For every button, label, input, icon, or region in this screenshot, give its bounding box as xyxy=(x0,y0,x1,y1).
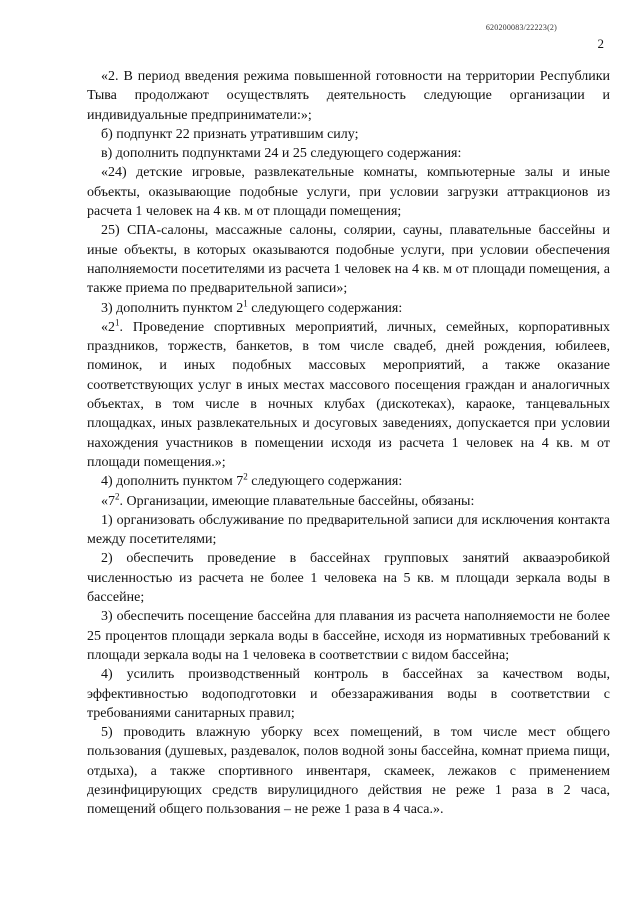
paragraph-subpoint-25: 25) СПА-салоны, массажные салоны, солярии, сауны, плавательные бассейны и иные объекты, в которых оказываются подобные услуги, при условии обеспечения наполняемости посетителями из расчета 1 человек на 4 кв. м от площади помещения, а также приема по предварительной записи»; xyxy=(87,223,610,297)
list-item-1: 1) организовать обслуживание по предварительной записи для исключения контакта между посетителями; xyxy=(87,512,610,548)
paragraph-text: «2 xyxy=(101,319,115,335)
paragraph-text: 4) дополнить пунктом 7 xyxy=(101,474,244,490)
list-item-2: 2) обеспечить проведение в бассейнах групповых занятий аквааэробикой численностью из расчета не более 1 человека на 5 кв. м площади зеркала воды в бассейне; xyxy=(87,551,610,606)
superscript-index: 1 xyxy=(243,297,248,308)
paragraph-point-4 xyxy=(87,472,610,491)
document-body xyxy=(87,67,610,820)
page-number: 2 xyxy=(597,36,604,51)
paragraph-subpoint-v: в) дополнить подпунктами 24 и 25 следующего содержания: xyxy=(101,146,462,162)
list-item-3: 3) обеспечить посещение бассейна для плавания из расчета наполняемости не более 25 процентов площади зеркала воды в бассейне, исходя из нормативных требований к площади зеркала воды на 1 человека в соответствии с видом бассейна; xyxy=(87,609,610,663)
superscript-index: 1 xyxy=(115,317,120,328)
paragraph-subpoint-24: «24) детские игровые, развлекательные комнаты, компьютерные залы и иные объекты, оказывающие подобные услуги, при условии загрузки аттракционов из расчета 1 человек на 4 кв. м от площади помещения; xyxy=(87,165,610,220)
paragraph-point-3 xyxy=(87,299,610,318)
document-code: 620200083/22223(2) xyxy=(485,23,557,32)
list-item-5: 5) проводить влажную уборку всех помещений, в том числе мест общего пользования (душевых, раздевалок, полов водной зоны бассейна, комнат приема пищи, отдыха), а также спортивного инвентаря, скамеек, лежаков с применением дезинфицирующих средств вирулицидного действия не реже 1 раза в 2 часа, помещений общего пользования – не реже 1 раза в 4 часа.». xyxy=(87,725,610,818)
superscript-index: 2 xyxy=(115,490,120,501)
superscript-index: 2 xyxy=(243,471,248,482)
paragraph-subpoint-b: б) подпункт 22 признать утратившим силу; xyxy=(101,126,359,142)
list-item-4: 4) усилить производственный контроль в бассейнах за качеством воды, эффективностью водоподготовки и обеззараживания воды в соответствии с требованиями санитарных правил; xyxy=(87,667,610,721)
paragraph-point-2-1 xyxy=(87,318,610,472)
paragraph-text: 3) дополнить пунктом 2 xyxy=(101,300,244,316)
paragraph-text: . Организации, имеющие плавательные бассейны, обязаны: xyxy=(119,493,475,509)
paragraph-text: . Проведение спортивных мероприятий, личных, семейных, корпоративных праздников, торжеств, банкетов, в том числе свадеб, дней рождения, юбилеев, поминок, и иных подобных массовых мероприятий, а также оказание соответствующих услуг в иных местах массового посещения граждан и аналогичных объектах, в том числе в ночных клубах (дискотеках), караоке, танцевальных площадках, иных развлекательных и досуговых заведениях, допускается при условии нахождения участников в помещении исходя из расчета 1 человек на 4 кв. м от площади помещения.»; xyxy=(87,319,610,470)
paragraph-item-2-quote: «2. В период введения режима повышенной готовности на территории Республики Тыва продолжают осуществлять деятельность следующие организации и индивидуальные предприниматели:»; xyxy=(87,69,610,123)
paragraph-point-7-2 xyxy=(87,492,610,511)
paragraph-text: следующего содержания: xyxy=(247,474,403,490)
paragraph-text: следующего содержания: xyxy=(247,300,403,316)
paragraph-text: «7 xyxy=(101,493,115,509)
